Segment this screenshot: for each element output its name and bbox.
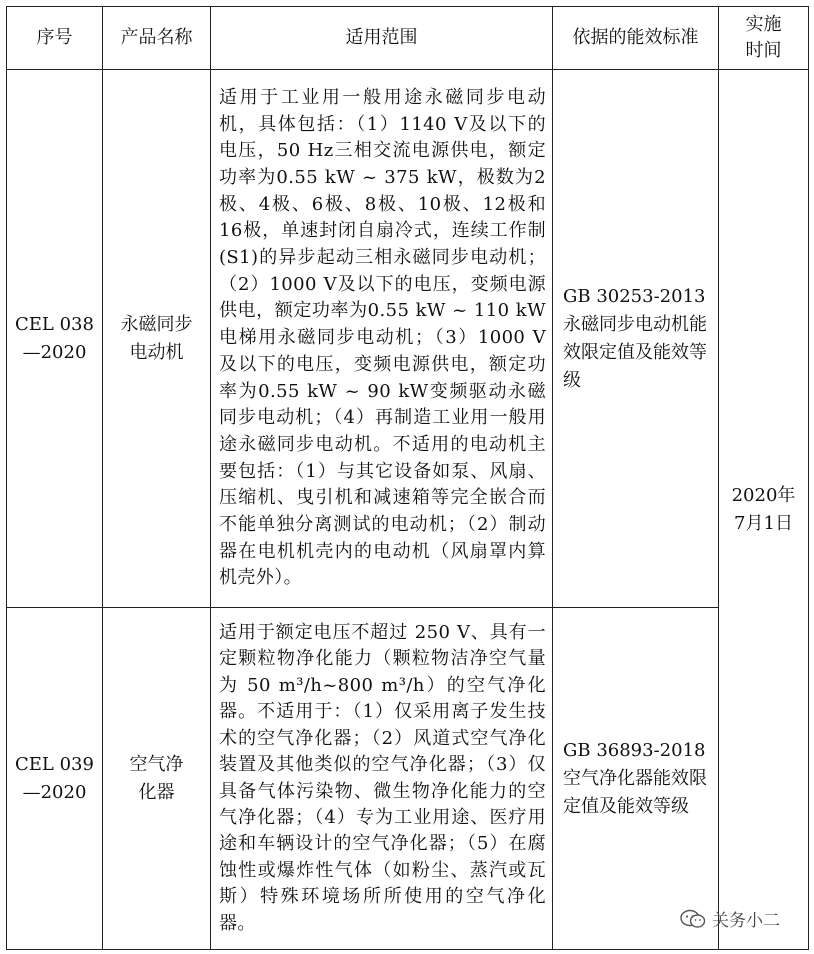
header-product-name: 产品名称 xyxy=(103,7,211,70)
standards-table xyxy=(6,6,809,950)
implementation-date: 2020年 7月1日 xyxy=(719,70,809,950)
row-product-name: 永磁同步 电动机 xyxy=(103,70,211,608)
header-implementation-time: 实施 时间 xyxy=(719,7,809,70)
table-row xyxy=(7,70,809,608)
header-standard: 依据的能效标准 xyxy=(553,7,719,70)
row-standard: GB 30253-2013 永磁同步电动机能效限定值及能效等级 xyxy=(553,70,719,608)
header-number: 序号 xyxy=(7,7,103,70)
watermark-text: 关务小二 xyxy=(712,911,780,931)
watermark xyxy=(680,906,780,931)
table-row xyxy=(7,608,809,950)
row-product-name: 空气净 化器 xyxy=(103,608,211,950)
row-number: CEL 039 —2020 xyxy=(7,608,103,950)
row-scope: 适用于额定电压不超过 250 V、具有一定颗粒物净化能力（颗粒物洁净空气量为 50 m³/h~800 m³/h）的空气净化器。不适用于：（1）仅采用离子发生技术的空气净化器；（2）风道式空气净化装置及其他类似的空气净化器；（3）仅具备气体污染物、微生物净化能力的空气净化器；（4）专为工业用途、医疗用途和车辆设计的空气净化器；（5）在腐蚀性或爆炸性气体（如粉尘、蒸汽或瓦斯）特殊环境场所所使用的空气净化器。 xyxy=(211,608,553,950)
row-number: CEL 038 —2020 xyxy=(7,70,103,608)
row-scope: 适用于工业用一般用途永磁同步电动机，具体包括：（1）1140 V及以下的电压，50 Hz三相交流电源供电，额定功率为0.55 kW ~ 375 kW，极数为2极、4极、6极、8极、10极、12极和16极，单速封闭自扇冷式，连续工作制(S1)的异步起动三相永磁同步电动机；（2）1000 V及以下的电压，变频电源供电，额定功率为0.55 kW ~ 110 kW电梯用永磁同步电动机；（3）1000 V及以下的电压，变频电源供电，额定功率为0.55 kW ~ 90 kW变频驱动永磁同步电动机；（4）再制造工业用一般用途永磁同步电动机。不适用的电动机主要包括：（1）与其它设备如泵、风扇、压缩机、曳引机和减速箱等完全嵌合而不能单独分离测试的电动机；（2）制动器在电机机壳内的电动机（风扇罩内算机壳外）。 xyxy=(211,70,553,608)
wechat-icon xyxy=(680,909,706,929)
table-header-row xyxy=(7,7,809,70)
row-standard: GB 36893-2018 空气净化器能效限定值及能效等级 xyxy=(553,608,719,950)
header-scope: 适用范围 xyxy=(211,7,553,70)
